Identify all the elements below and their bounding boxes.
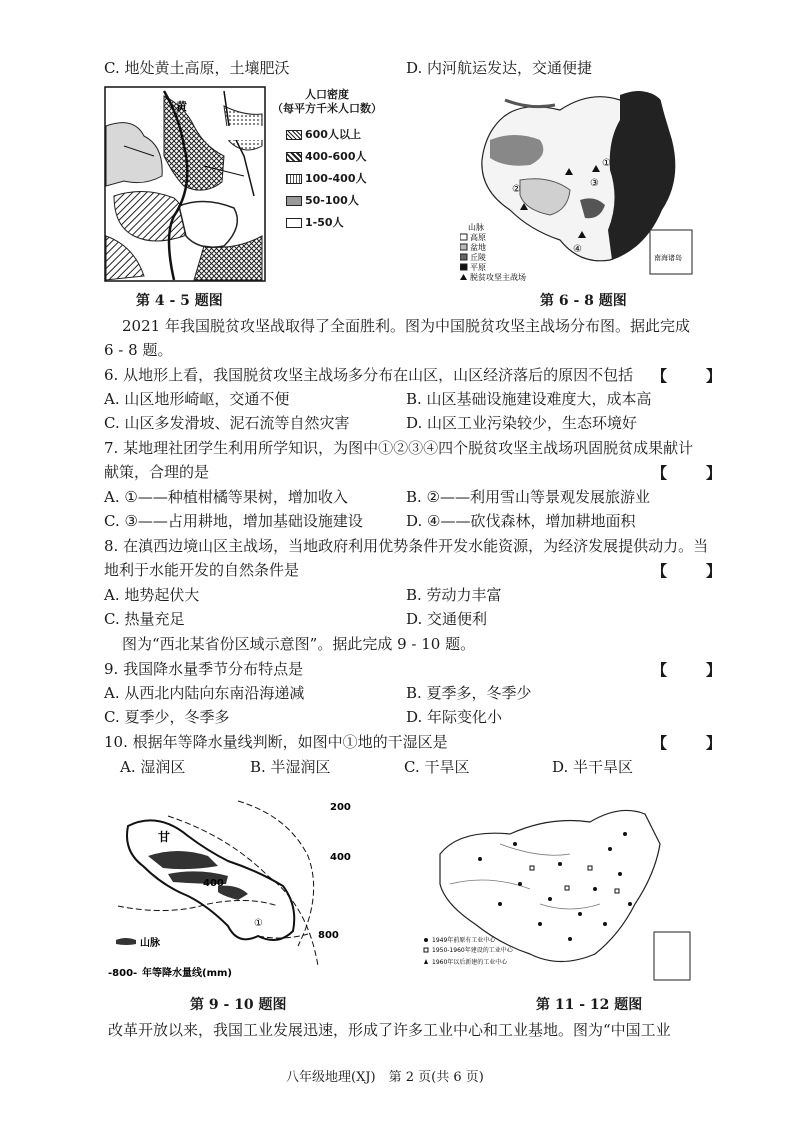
q8-option-b[interactable]: B. 劳动力丰富: [406, 586, 502, 604]
intro-9-10: 图为“西北某省份区域示意图”。据此完成 9 - 10 题。: [122, 635, 476, 653]
china-poverty-map: [460, 80, 698, 284]
q10-option-a[interactable]: A. 湿润区: [120, 758, 186, 776]
caption-4-5: 第 4 - 5 题图: [136, 293, 223, 309]
q7-option-b[interactable]: B. ②——利用雪山等景观发展旅游业: [406, 488, 651, 506]
legend-isohyet-text: 年等降水量线(mm): [142, 968, 232, 979]
legend-item-1-50: 1-50人: [286, 212, 382, 234]
q10-stem: 10. 根据年等降水量线判断，如图中①地的干湿区是: [104, 733, 448, 751]
fig68-legend: [460, 222, 526, 282]
q9-option-d[interactable]: D. 年际变化小: [406, 708, 503, 726]
q10-option-c[interactable]: C. 干旱区: [404, 758, 470, 776]
legend-1950-1960: 1950-1960年建设的工业中心: [432, 947, 513, 954]
mountain-legend-icon: [116, 938, 136, 945]
swatch-dots: [286, 174, 302, 184]
isohyet-map: [108, 796, 374, 986]
q6-option-c[interactable]: C. 山区多发滑坡、泥石流等自然灾害: [104, 414, 350, 432]
population-density-map: [104, 86, 266, 282]
legend-mountain-text: 山脉: [140, 938, 160, 949]
q7-stem-line1: 7. 某地理社团学生利用所学知识，为图中①②③④四个脱贫攻坚主战场巩固脱贫成果献计: [104, 439, 694, 457]
intro-11-12: 改革开放以来，我国工业发展迅速，形成了许多工业中心和工业基地。图为“中国工业: [108, 1021, 671, 1039]
q7-stem-line2: 献策，合理的是: [104, 463, 210, 481]
legend-post1960: 1960年以后新建的工业中心: [432, 959, 508, 966]
legend-pre1949: 1949年前原有工业中心: [432, 937, 496, 944]
swatch-gray: [286, 196, 302, 206]
iso-400-left: 400: [203, 878, 224, 889]
page-footer: 八年级地理(XJ) 第 2 页(共 6 页): [286, 1070, 484, 1085]
swatch-white: [286, 218, 302, 228]
swatch-hatch: [286, 152, 302, 162]
legend-plateau: 高原: [470, 233, 486, 242]
q6-option-d[interactable]: D. 山区工业污染较少，生态环境好: [406, 414, 638, 432]
legend-basin: 盆地: [470, 243, 486, 252]
legend-item-50-100: 50-100人: [286, 190, 382, 212]
label-1: ①: [602, 158, 611, 169]
q9-stem: 9. 我国降水量季节分布特点是: [104, 660, 304, 678]
q10-option-d[interactable]: D. 半干旱区: [552, 758, 634, 776]
q6-stem: 6. 从地形上看，我国脱贫攻坚主战场多分布在山区，山区经济落后的原因不包括: [104, 366, 634, 384]
q8-answer-bracket[interactable]: 【 】: [652, 562, 734, 580]
q7-option-c[interactable]: C. ③——占用耕地，增加基础设施建设: [104, 512, 363, 530]
figure-4-5-map: [104, 86, 266, 282]
legend-plain: 平原: [470, 263, 486, 272]
legend-poverty: 脱贫攻坚主战场: [470, 273, 526, 282]
legend-item-400-600: 400-600人: [286, 146, 382, 168]
q6-answer-bracket[interactable]: 【 】: [652, 367, 734, 385]
iso-200: 200: [330, 802, 351, 813]
q6-option-a[interactable]: A. 山区地形崎岖，交通不便: [104, 390, 290, 408]
q10-option-b[interactable]: B. 半湿润区: [250, 758, 331, 776]
label-3: ③: [590, 178, 599, 189]
industry-centers-map: [420, 804, 696, 986]
q8-stem-line1: 8. 在滇西边境山区主战场，当地政府利用优势条件开发水能资源，为经济发展提供动力。当: [104, 537, 709, 555]
q7-option-d[interactable]: D. ④——砍伐森林，增加耕地面积: [406, 512, 636, 530]
caption-11-12: 第 11 - 12 题图: [536, 997, 643, 1013]
q8-option-a[interactable]: A. 地势起伏大: [104, 586, 200, 604]
label-4: ④: [573, 244, 582, 255]
legend-item-600: 600人以上: [286, 124, 382, 146]
figure-9-10-map: [108, 796, 374, 986]
q8-stem-line2: 地利于水能开发的自然条件是: [104, 561, 300, 579]
label-2: ②: [512, 184, 521, 195]
label-gan: 甘: [158, 830, 171, 844]
iso-800: 800: [318, 930, 339, 941]
figure-11-12-map: [420, 804, 696, 986]
q7-option-a[interactable]: A. ①——种植柑橘等果树，增加收入: [104, 488, 348, 506]
iso-400-right: 400: [330, 852, 351, 863]
legend-item-100-400: 100-400人: [286, 168, 382, 190]
q9-answer-bracket[interactable]: 【 】: [652, 661, 734, 679]
intro-6-8-line2: 6 - 8 题。: [104, 341, 173, 359]
figure-6-8-map: [460, 80, 698, 284]
q10-answer-bracket[interactable]: 【 】: [652, 734, 734, 752]
q7-answer-bracket[interactable]: 【 】: [652, 464, 734, 482]
q8-option-c[interactable]: C. 热量充足: [104, 610, 185, 628]
q9-option-c[interactable]: C. 夏季少，冬季多: [104, 708, 230, 726]
q9-option-b[interactable]: B. 夏季多，冬季少: [406, 684, 532, 702]
caption-9-10: 第 9 - 10 题图: [190, 997, 287, 1013]
q8-option-d[interactable]: D. 交通便利: [406, 610, 488, 628]
legend-title-1: 人口密度: [305, 88, 349, 101]
option-c-top: C. 地处黄土高原，土壤肥沃: [104, 59, 290, 77]
label-point-1: ①: [254, 918, 263, 929]
swatch-cross: [286, 130, 302, 140]
map-label-huang: 黄: [176, 100, 187, 113]
legend-isohyet-num: -800-: [108, 968, 138, 979]
fig45-legend: [272, 88, 382, 234]
legend-mountain: 山脉: [468, 223, 484, 232]
intro-6-8-line1: 2021 年我国脱贫攻坚战取得了全面胜利。图为中国脱贫攻坚主战场分布图。据此完成: [122, 317, 690, 335]
caption-6-8: 第 6 - 8 题图: [540, 293, 627, 309]
inset-label: 南海诸岛: [654, 254, 682, 262]
q6-option-b[interactable]: B. 山区基础设施建设难度大，成本高: [406, 390, 652, 408]
legend-title-2: （每平方千米人口数）: [272, 102, 382, 115]
q9-option-a[interactable]: A. 从西北内陆向东南沿海递减: [104, 684, 305, 702]
legend-hills: 丘陵: [470, 253, 486, 262]
option-d-top: D. 内河航运发达，交通便捷: [406, 59, 593, 77]
